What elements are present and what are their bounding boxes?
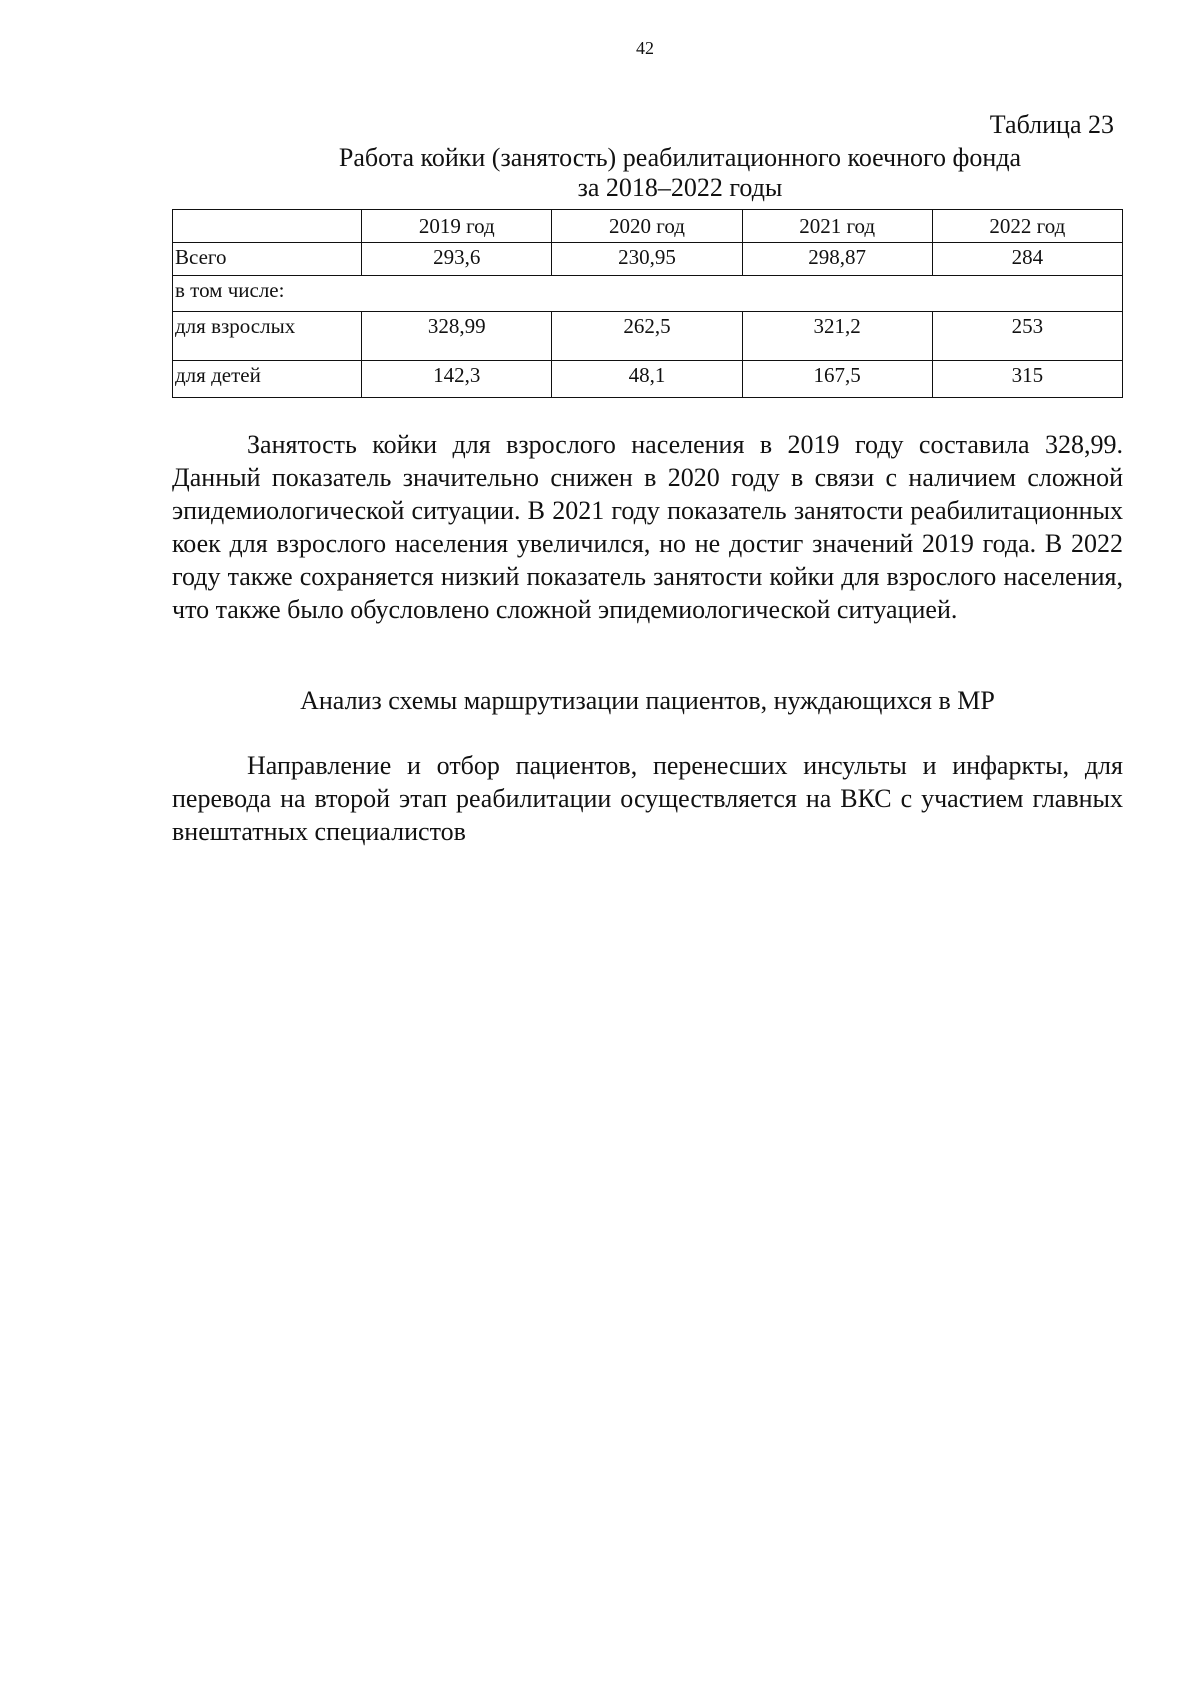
header-cell-empty	[173, 210, 362, 243]
cell-adults-2020: 262,5	[552, 312, 742, 361]
cell-adults-2021: 321,2	[742, 312, 932, 361]
table-row-children	[173, 361, 1123, 398]
paragraph-patient-routing: Направление и отбор пациентов, перенесших инсульты и инфаркты, для перевода на второй этап реабилитации осуществляется на ВКС с участием главных внештатных специалистов	[172, 751, 1123, 846]
cell-total-2020: 230,95	[552, 243, 742, 276]
table-label: Таблица 23	[989, 110, 1114, 139]
header-cell-2022: 2022 год	[932, 210, 1122, 243]
cell-children-2020: 48,1	[552, 361, 742, 398]
table-row-total	[173, 243, 1123, 276]
row-label-including: в том числе:	[173, 276, 1123, 312]
header-cell-2019: 2019 год	[362, 210, 552, 243]
cell-total-2021: 298,87	[742, 243, 932, 276]
occupancy-table	[172, 209, 1123, 398]
cell-children-2021: 167,5	[742, 361, 932, 398]
table-row-including	[173, 276, 1123, 312]
row-label-total: Всего	[173, 243, 362, 276]
header-cell-2021: 2021 год	[742, 210, 932, 243]
table-header-row	[173, 210, 1123, 243]
row-label-adults: для взрослых	[173, 312, 362, 361]
header-cell-2020: 2020 год	[552, 210, 742, 243]
row-label-children: для детей	[173, 361, 362, 398]
cell-adults-2022: 253	[932, 312, 1122, 361]
section-heading: Анализ схемы маршрутизации пациентов, нуждающихся в МР	[300, 686, 995, 715]
table-row-adults	[173, 312, 1123, 361]
cell-total-2019: 293,6	[362, 243, 552, 276]
table-title-line-2: за 2018–2022 годы	[577, 173, 783, 202]
cell-total-2022: 284	[932, 243, 1122, 276]
page-number: 42	[636, 38, 654, 58]
cell-children-2022: 315	[932, 361, 1122, 398]
cell-adults-2019: 328,99	[362, 312, 552, 361]
paragraph-occupancy-analysis: Занятость койки для взрослого населения в 2019 году составила 328,99. Данный показатель значительно снижен в 2020 году в связи с наличием сложной эпидемиологической ситуации. В 2021 году показатель занятости реабилитационных коек для взрослого населения увеличился, но не достиг значений 2019 года. В 2022 году также сохраняется низкий показатель занятости койки для взрослого населения, что также было обусловлено сложной эпидемиологической ситуацией.	[172, 430, 1123, 624]
table-title-line-1: Работа койки (занятость) реабилитационного коечного фонда	[338, 143, 1022, 172]
cell-children-2019: 142,3	[362, 361, 552, 398]
table-title	[170, 143, 1190, 203]
